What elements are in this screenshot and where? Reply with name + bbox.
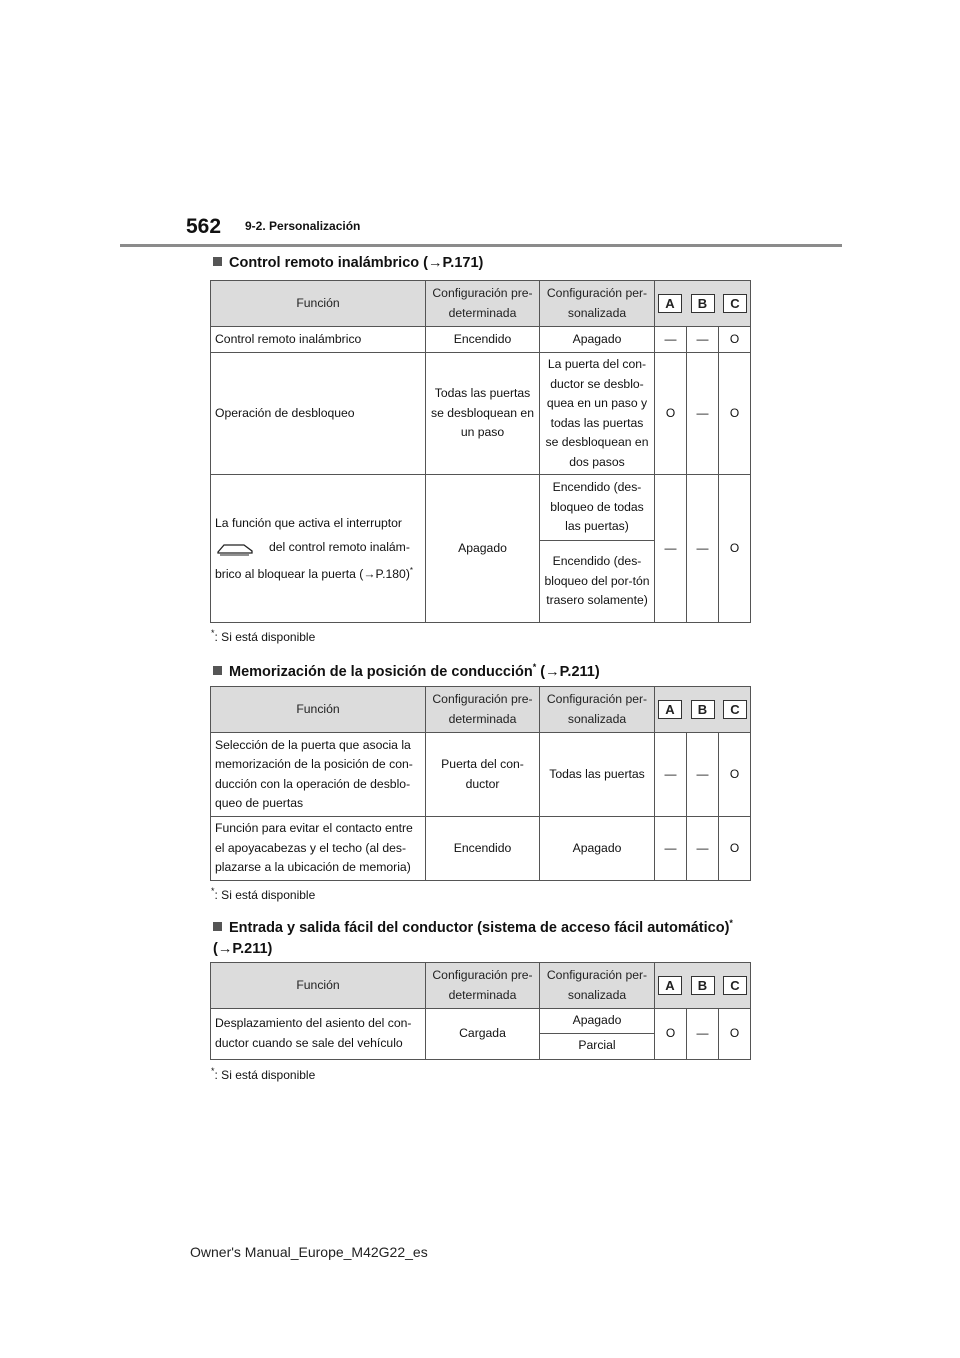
col-default-header: Configuración pre-determinada — [426, 963, 540, 1009]
label-c: C — [723, 976, 747, 995]
section-title: 9-2. Personalización — [245, 219, 361, 233]
heading-easy-entry-exit: Entrada y salida fácil del conductor (sistema de acceso fácil automático)* (→P.211) — [213, 918, 733, 957]
label-b: B — [691, 700, 715, 719]
footnote-3: *: Si está disponible — [211, 1066, 316, 1082]
col-abc-header — [655, 281, 751, 327]
label-a: A — [658, 700, 682, 719]
col-abc-header — [655, 687, 751, 733]
col-function-header: Función — [211, 687, 426, 733]
table-row: Encendido (des-bloqueo del por-tón trasero solamente) — [211, 541, 751, 623]
heading-wireless-remote: Control remoto inalámbrico (→P.171) — [213, 253, 773, 274]
table-wireless-remote — [210, 280, 751, 623]
table-row: La función que activa el interruptor del control remoto inalám-brico al bloquear la puerta (→P.180)* Apagado Encendido (des-bloqueo de todas las puertas) — — O — [211, 475, 751, 541]
table-row: Parcial — [211, 1033, 751, 1059]
col-default-header: Configuración pre-determinada — [426, 687, 540, 733]
table-row: Función para evitar el contacto entre el apoyacabezas y el techo (al des-plazarse a la ubicación de memoria) Encendido Apagado — — O — [211, 817, 751, 881]
label-c: C — [723, 294, 747, 313]
page-number: 562 — [186, 215, 222, 238]
label-b: B — [691, 976, 715, 995]
col-custom-header: Configuración per-sonalizada — [540, 281, 655, 327]
bullet-square-icon — [213, 922, 222, 931]
table-driving-position-memory — [210, 686, 751, 881]
header-rule — [120, 244, 842, 247]
table-row: Operación de desbloqueo Todas las puertas se desbloquean en un paso La puerta del con-ductor se desblo-quea en un paso y todas las puertas se desbloquean en dos pasos O — O — [211, 353, 751, 475]
footnote-1: *: Si está disponible — [211, 628, 316, 644]
col-function-header: Función — [211, 963, 426, 1009]
col-custom-header: Configuración per-sonalizada — [540, 687, 655, 733]
table-row: Selección de la puerta que asocia la memorización de la posición de con-ducción con la operación de desblo-queo de puertas Puerta del con-ductor Todas las puertas — — O — [211, 733, 751, 817]
label-a: A — [658, 294, 682, 313]
label-b: B — [691, 294, 715, 313]
col-abc-header — [655, 963, 751, 1009]
footer-manual-name: Owner's Manual_Europe_M42G22_es — [190, 1244, 428, 1260]
label-c: C — [723, 700, 747, 719]
bullet-square-icon — [213, 257, 222, 266]
table-row: Desplazamiento del asiento del con-ductor cuando se sale del vehículo Cargada Apagado O — O — [211, 1009, 751, 1034]
table-row: Control remoto inalámbrico Encendido Apagado — — O — [211, 327, 751, 353]
heading-driving-position-memory: Memorización de la posición de conducción* (→P.211) — [213, 657, 773, 683]
bullet-square-icon — [213, 666, 222, 675]
footnote-2: *: Si está disponible — [211, 886, 316, 902]
col-default-header: Configuración pre-determinada — [426, 281, 540, 327]
label-a: A — [658, 976, 682, 995]
table-easy-entry-exit — [210, 962, 751, 1060]
car-door-icon — [215, 539, 255, 557]
col-function-header: Función — [211, 281, 426, 327]
col-custom-header: Configuración per-sonalizada — [540, 963, 655, 1009]
